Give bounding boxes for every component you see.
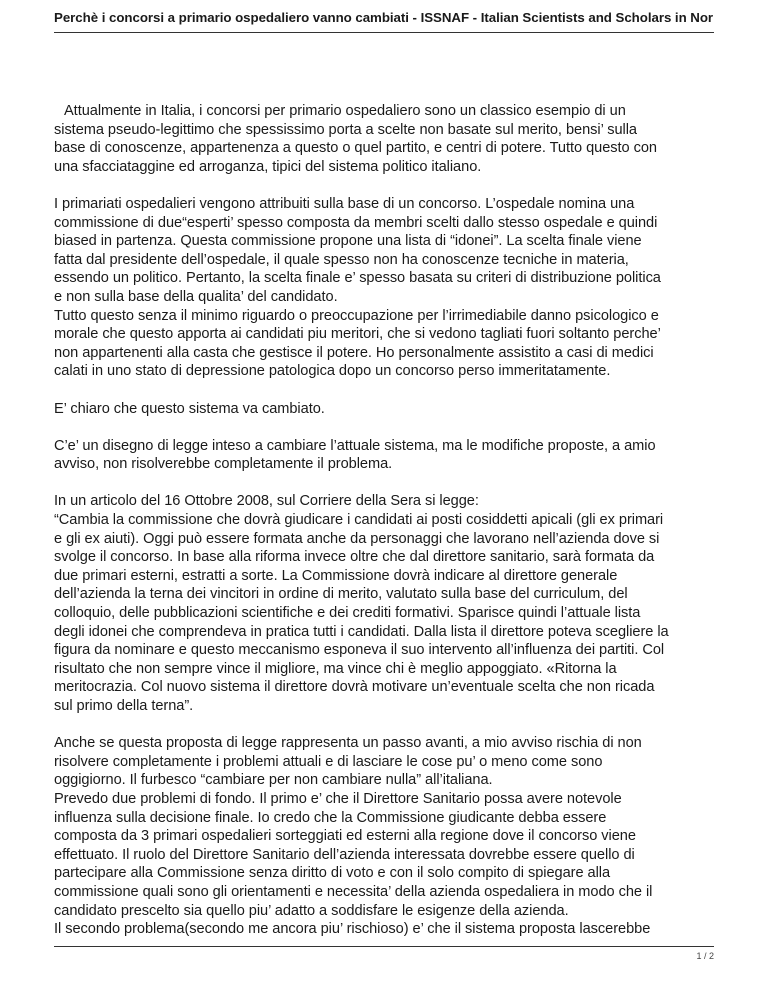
footer-divider (54, 946, 714, 947)
page-number: 1 / 2 (696, 951, 714, 961)
paragraph-problems: Anche se questa proposta di legge rappresenta un passo avanti, a mio avviso rischia di non risolvere completamente i problemi attuali e di lasciare le cose pu’ o meno come sono oggigiorno. Il furbesco “cambiare per non cambiare nulla” all’italiana. Prevedo due problemi di fondo. Il primo e’ che il Direttore Sanitario possa avere notevole influenza sulla decisione finale. Io credo che la Commissione giudicante debba essere composta da 3 primari ospedalieri sorteggiati ed esterni alla regione dove il concorso viene effettuato. Il ruolo del Direttore Sanitario dell’azienda interessata dovrebbe essere quello di partecipare alla Commissione senza diritto di voto e con il solo compito di spiegare alla commissione quali sono gli orientamenti e necessita’ della azienda ospedaliera in modo che il candidato prescelto sia quello piu’ adatto a soddisfare le esigenze della azienda. Il secondo problema(secondo me ancora piu’ rischioso) e’ che il sistema proposta lascerebbe (54, 735, 653, 938)
document-header (0, 0, 768, 38)
paragraph-article-quote: In un articolo del 16 Ottobre 2008, sul Corriere della Sera si legge: “Cambia la commissione che dovrà giudicare i candidati ai posti cosiddetti apicali (gli ex primari e gli ex aiuti). Oggi può essere formata anche da personaggi che lavorano nell’azienda dove si svolge il concorso. In base alla riforma invece oltre che dal direttore sanitario, sarà formata da due primari esterni, estratti a sorte. La Commissione dovrà indicare al direttore generale dell’azienda la terna dei vincitori in ordine di merito, valutato sulla base del curriculum, del colloquio, delle pubblicazioni scientifiche e dei crediti formativi. Sparisce quindi l’attuale lista degli idonei che comprendeva in pratica tutti i candidati. Dalla lista il direttore poteva scegliere la figura da nominare e questo meccanismo esponeva il suo intervento all’influenza dei partiti. Col risultato che non sempre vince il migliore, ma vince chi è meglio appoggiato. «Ritorna la meritocrazia. Col nuovo sistema il direttore dovrà motivare un’eventuale scelta che non ricada sul primo della terna”. (54, 493, 669, 714)
paragraph-primariati: I primariati ospedalieri vengono attribuiti sulla base di un concorso. L’ospedale nomina una commissione di due“esperti’ spesso composta da membri scelti dallo stesso ospedale e quindi biased in partenza. Questa commissione propone una lista di “idonei”. La scelta finale viene fatta dal presidente dell’ospedale, il quale spesso non ha conoscenze tecniche in materia, essendo un politico. Pertanto, la scelta finale e’ spesso basata su criteri di distribuzione politica e non sulla base della qualita’ del candidato. Tutto questo senza il minimo riguardo o preoccupazione per l’irrimediabile danno psicologico e morale che questo apporta ai candidati piu meritori, che si vedono tagliati fuori soltanto perche’ non appartenenti alla casta che gestisce il potere. Ho personalmente assistito a casi di medici calati in uno stato di depressione patologica dopo un concorso perso immeritatamente. (54, 195, 661, 380)
paragraph-bill: C’e’ un disegno di legge inteso a cambiare l’attuale sistema, ma le modifiche proposte, a amio avviso, non risolverebbe completamente il problema. (54, 437, 656, 473)
header-divider (54, 32, 714, 33)
paragraph-conclusion-change: E’ chiaro che questo sistema va cambiato. (54, 400, 325, 417)
document-title: Perchè i concorsi a primario ospedaliero vanno cambiati - ISSNAF - Italian Scientists and Scholars in Nor (54, 10, 714, 25)
article-body (54, 102, 714, 957)
paragraph-intro: Attualmente in Italia, i concorsi per primario ospedaliero sono un classico esempio di un sistema pseudo-legittimo che spessissimo porta a scelte non basate sul merito, bensi’ sulla base di conoscenze, appartenenza a questo o quel partito, e centri di potere. Tutto questo con una sfacciataggine ed arroganza, tipici del sistema politico italiano. (54, 103, 657, 175)
